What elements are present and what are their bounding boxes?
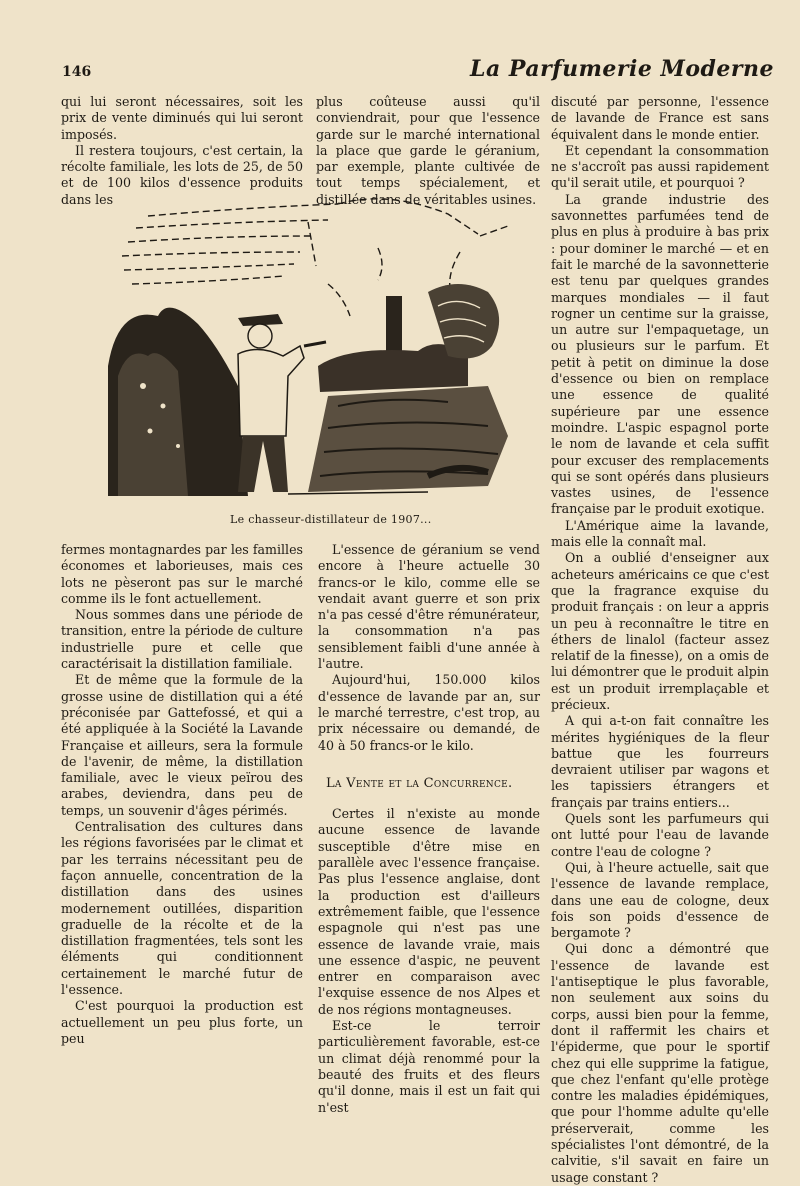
paragraph: plus coûteuse aussi qu'il conviendrait, pour que l'essence garde sur le marché international la place que garde le géranium, par exemple, plante cultivée de tout temps spécialement, et distillée dans de véritables usines. [316,94,540,207]
paragraph: Nous sommes dans une période de transition, entre la période de culture industrielle pure et celle que caractérisait la distillation familiale. [61,607,303,672]
paragraph: Et cependant la consommation ne s'accroît pas aussi rapidement qu'il serait utile, et pourquoi ? [551,142,769,191]
page-number: 146 [62,64,92,80]
paragraph: Qui, à l'heure actuelle, sait que l'essence de lavande remplace, dans une eau de cologne, deux fois son poids d'essence de bergamote ? [551,859,769,941]
paragraph: Est-ce le terroir particulièrement favorable, est-ce un climat déjà renommé pour la beauté des fruits et des fleurs qu'il donne, mais il est un fait qui n'est [318,1018,540,1115]
paragraph: Aujourd'hui, 150.000 kilos d'essence de lavande par an, sur le marché terrestre, c'est trop, au prix nécessaire ou demandé, de 40 à 50 francs-or le kilo. [318,672,540,753]
paragraph: discuté par personne, l'essence de lavande de France est sans équivalent dans le monde entier. [551,94,769,142]
column-left-top [61,94,303,208]
paragraph: L'essence de géranium se vend encore à l'heure actuelle 30 francs-or le kilo, comme elle se vendait avant guerre et son prix n'a pas cessé d'être rémunérateur, la consommation n'a pas sensiblement faibli d'une année à l'autre. [318,542,540,672]
paragraph: On a oublié d'enseigner aux acheteurs américains ce que c'est que la fragrance exquise du produit français : on leur a appris un peu à reconnaître le titre en éthers de linalol (facteur assez relatif de la finesse), on a omis de lui démontrer que le produit alpin est un produit irremplaçable et précieux. [551,550,769,712]
paragraph: Et de même que la formule de la grosse usine de distillation qui a été préconisée par Gattefossé, et qui a été appliquée à la Société la Lavande Française et ailleurs, sera la formule de l'avenir, de même, la distillation familiale, avec le vieux peïrou des arabes, deviendra, dans peu de temps, un souvenir d'âges périmés. [61,672,303,818]
paragraph: fermes montagnardes par les familles économes et laborieuses, mais ces lots ne pèseront pas sur le marché comme ils le font actuellement. [61,542,303,606]
section-heading: La Vente et la Concurrence. [326,775,513,791]
illustration [88,196,530,506]
column-right [551,94,769,1186]
paragraph: Certes il n'existe au monde aucune essence de lavande susceptible d'être mise en parallèle avec l'essence française. Pas plus l'essence anglaise, dont la production est d'ailleurs extrêmement faible, que l'essence espagnole qui n'est pas une essence de lavande vraie, mais une essence d'aspic, ne peuvent entrer en comparaison avec l'exquise essence de nos Alpes et de nos régions montagneuses. [318,806,540,1017]
paragraph: Quels sont les parfumeurs qui ont lutté pour l'eau de lavande contre l'eau de cologne ? [551,811,769,859]
column-middle [318,542,540,1116]
paragraph: Qui donc a démontré que l'essence de lavande est l'antiseptique le plus favorable, non seulement aux soins du corps, aussi bien pour la femme, dont il raffermit les chairs et l'épiderme, que pour le sportif chez qui elle supprime la fatigue, que chez l'enfant qu'elle protège contre les maladies épidémiques, que pour l'homme adulte qu'elle préserverait, comme les spécialistes l'ont démontré, de la calvitie, s'il savait en faire un usage constant ? [551,941,769,1185]
illustration-caption: Le chasseur-distillateur de 1907... [230,513,432,526]
column-left [61,542,303,1047]
masthead: La Parfumerie Moderne [469,56,774,82]
paragraph: C'est pourquoi la production est actuellement un peu plus forte, un peu [61,998,303,1046]
paragraph: L'Amérique aime la lavande, mais elle la connaît mal. [551,517,769,550]
paragraph: Il restera toujours, c'est certain, la récolte familiale, les lots de 25, de 50 et de 100 kilos d'essence produits dans les [61,142,303,207]
paragraph: Centralisation des cultures dans les régions favorisées par le climat et par les terrains nécessitant peu de façon annuelle, concentration de la distillation dans des usines modernement outillées, disparition graduelle de la récolte et de la distillation fragmentées, tels sont les éléments qui conditionnent certainement le marché futur de l'essence. [61,819,303,998]
column-middle-top [316,94,540,208]
paragraph: A qui a-t-on fait connaître les mérites hygiéniques de la fleur battue que les fourreurs devraient utiliser par wagons et les tapissiers étrangers et français par trains entiers... [551,713,769,810]
paragraph: La grande industrie des savonnettes parfumées tend de plus en plus à produire à bas prix : pour dominer le marché — et en fait le marché de la savonnetterie est tenu par quelques grandes marques mondiales — il faut rogner un centime sur la graisse, un autre sur l'empaquetage, un ou plusieurs sur le parfum. Et petit à petit on diminue la dose d'essence ou bien on remplace une essence de qualité supérieure par une essence moindre. L'aspic espagnol porte le nom de lavande et cela suffit pour excuser des remplacements qui se sont opérés dans plusieurs vastes usines, de l'essence française par le produit exotique. [551,191,769,517]
paragraph: qui lui seront nécessaires, soit les prix de vente diminués qui lui seront imposés. [61,94,303,142]
